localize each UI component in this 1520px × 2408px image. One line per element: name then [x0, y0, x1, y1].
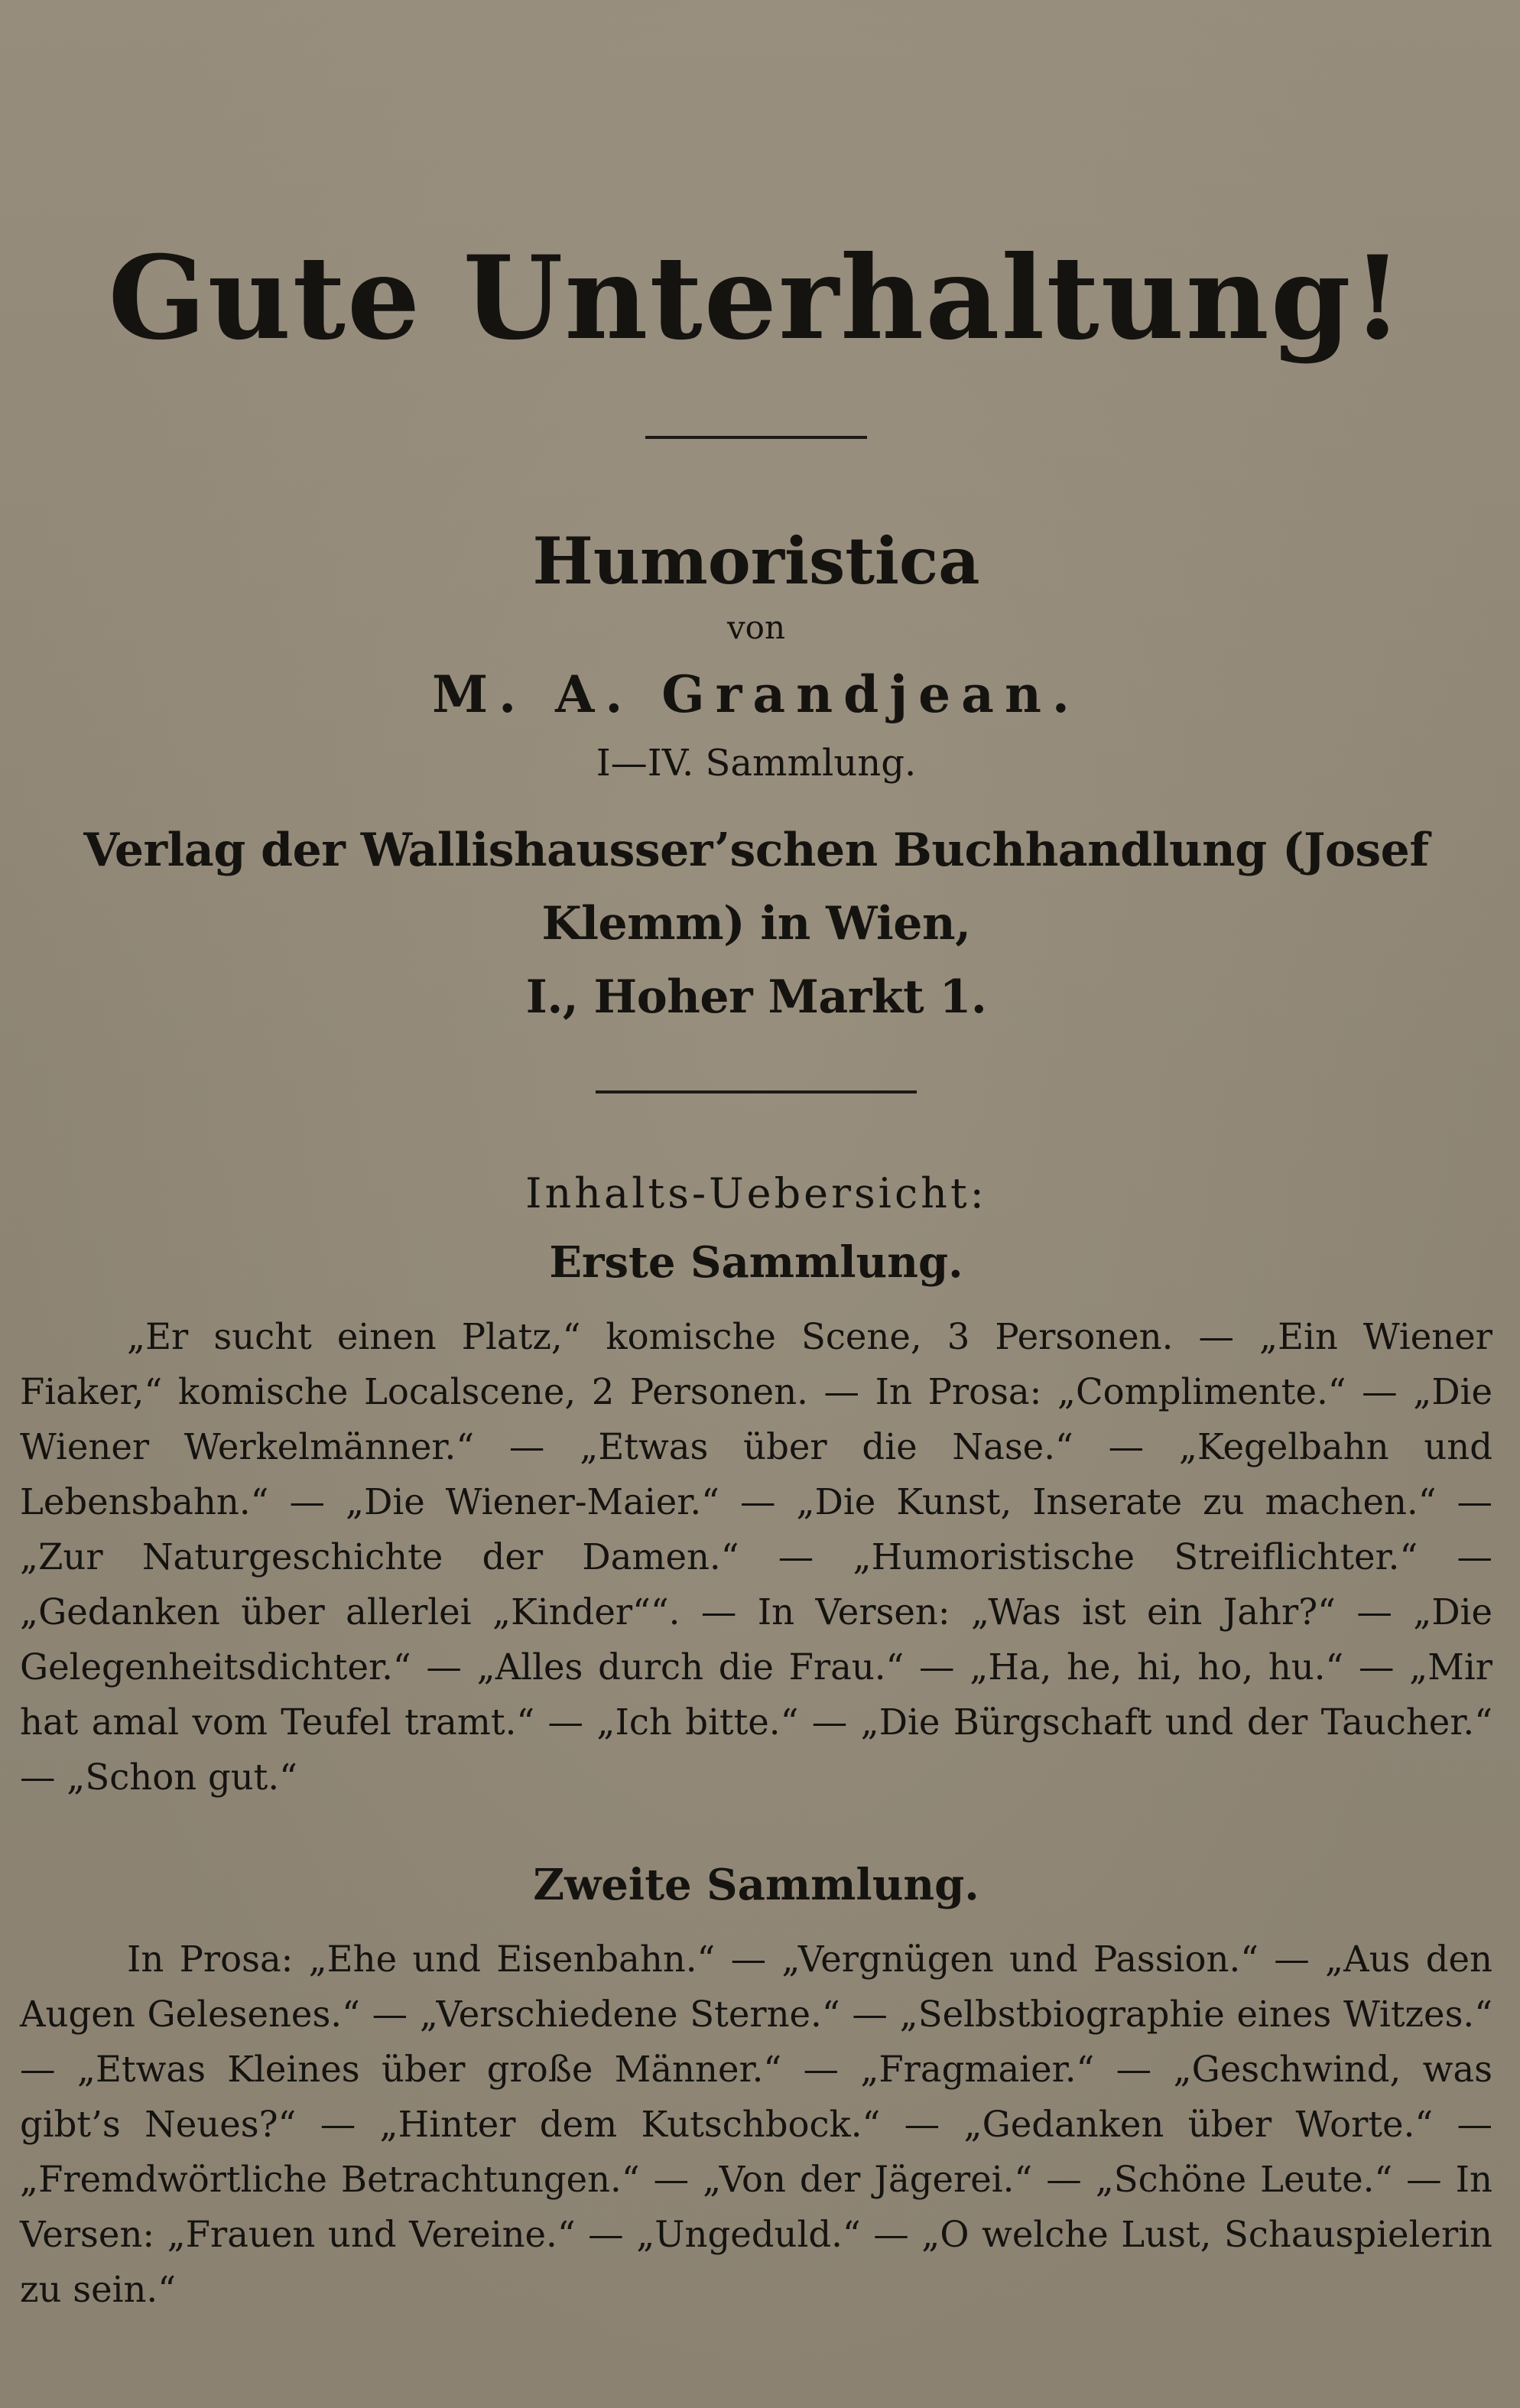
page-title: Gute Unterhaltung!	[108, 231, 1405, 366]
book-title: Humoristica	[532, 523, 980, 599]
publisher-line	[20, 814, 1492, 1034]
contents-heading: Inhalts-Uebersicht:	[525, 1169, 987, 1217]
section-heading-first: Erste Sammlung.	[549, 1237, 963, 1288]
section-text-second: In Prosa: „Ehe und Eisenbahn.“ — „Vergnügen und Passion.“ — „Aus den Augen Gelesenes.“ — „Verschiedene Sterne.“ — „Selbstbiographie eines Witzes.“ — „Etwas Kleines über große Männer.“ — „Fragmaier.“ — „Geschwind, was gibt’s Neues?“ — „Hinter dem Kutschbock.“ — „Gedanken über Worte.“ — „Fremdwörtliche Betrachtungen.“ — „Von der Jägerei.“ — „Schöne Leute.“ — In Versen: „Frauen und Vereine.“ — „Ungeduld.“ — „O welche Lust, Schauspielerin zu sein.“	[20, 1938, 1492, 2310]
publisher-name: Verlag der Wallishausser’schen Buchhandlung (Josef Klemm) in Wien,	[83, 824, 1429, 951]
by-label: von	[726, 609, 786, 646]
divider-rule	[645, 436, 867, 439]
publisher-address: I., Hoher Markt 1.	[525, 970, 987, 1024]
section-text-first: „Er sucht einen Platz,“ komische Scene, 3 Personen. — „Ein Wiener Fiaker,“ komische Localscene, 2 Personen. — In Prosa: „Complimente.“ — „Die Wiener Werkelmänner.“ — „Etwas über die Nase.“ — „Kegelbahn und Lebensbahn.“ — „Die Wiener-Maier.“ — „Die Kunst, Inserate zu machen.“ — „Zur Naturgeschichte der Damen.“ — „Humoristische Streiflichter.“ — „Gedanken über allerlei „Kinder““. — In Versen: „Was ist ein Jahr?“ — „Die Gelegenheitsdichter.“ — „Alles durch die Frau.“ — „Ha, he, hi, ho, hu.“ — „Mir hat amal vom Teufel tramt.“ — „Ich bitte.“ — „Die Bürgschaft und der Taucher.“ — „Schon gut.“	[20, 1316, 1492, 1798]
section-heading-second: Zweite Sammlung.	[533, 1860, 979, 1910]
divider-rule	[596, 1090, 917, 1094]
collection-range: I—IV. Sammlung.	[596, 742, 917, 785]
author-name: M. A. Grandjean.	[432, 665, 1080, 724]
